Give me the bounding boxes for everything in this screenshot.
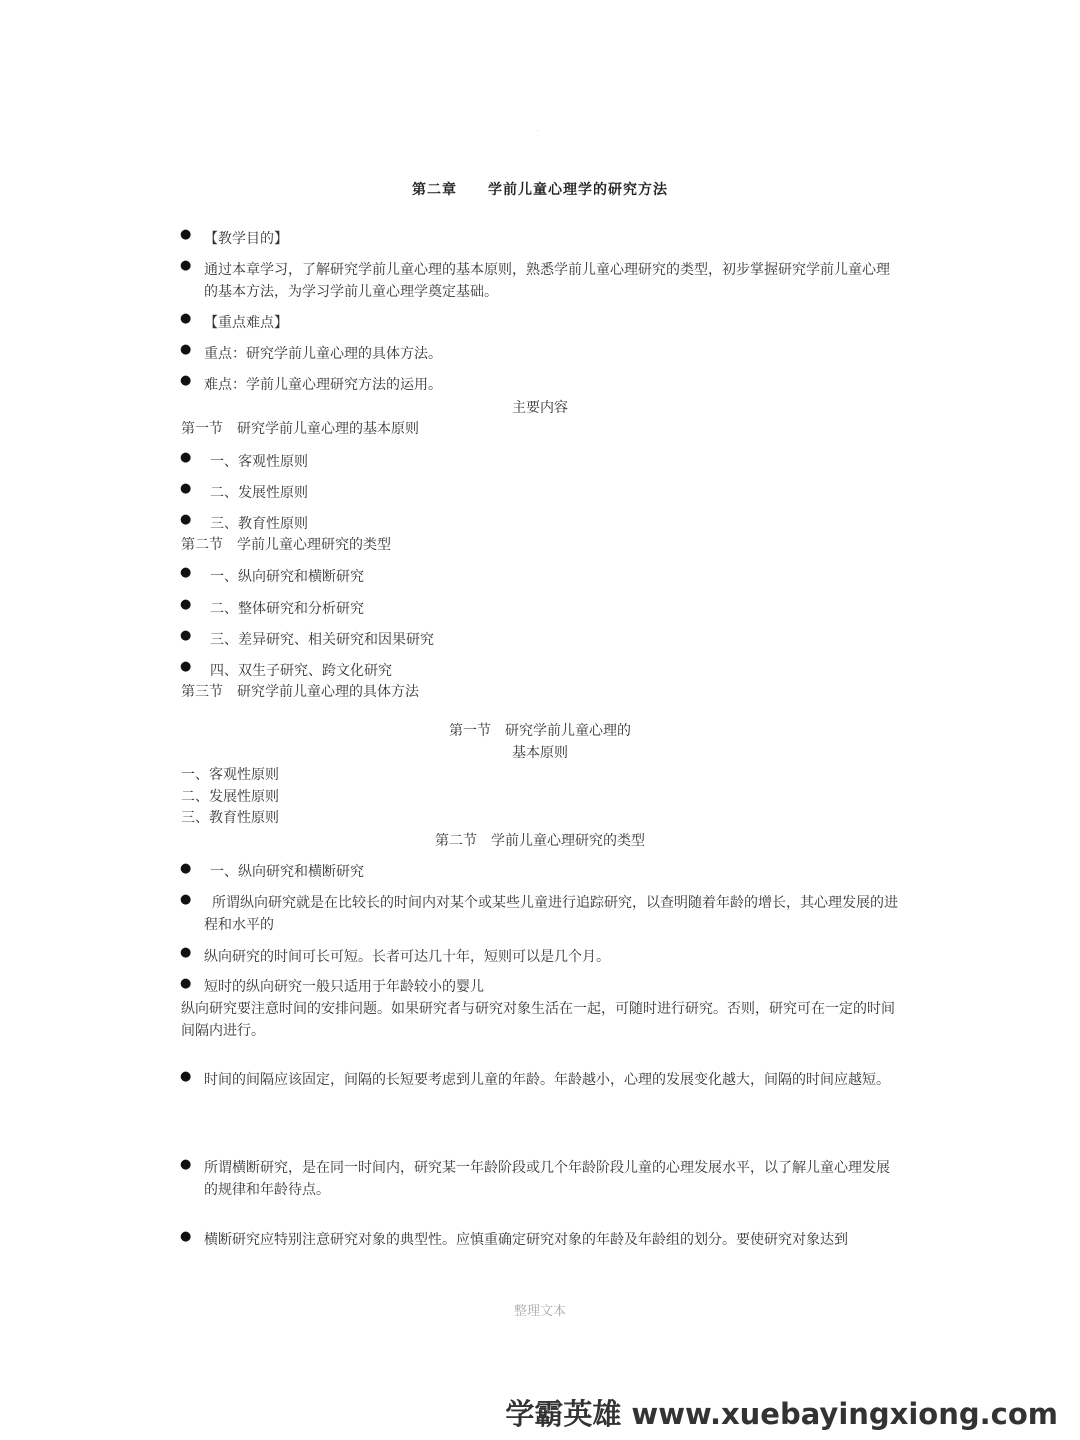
bullet-icon: ●	[180, 1069, 192, 1084]
outline-title: 主要内容	[512, 400, 568, 416]
outline-sec1-item: 三、教育性原则	[210, 516, 308, 532]
bullet-icon: ●	[180, 512, 192, 527]
bullet-icon: ●	[180, 861, 192, 876]
outline-sec2-item: 四、双生子研究、跨文化研究	[210, 663, 392, 679]
paragraph: 横断研究应特别注意研究对象的典型性。应慎重确定研究对象的年龄及年龄组的划分。要使研究对象达到	[204, 1232, 848, 1248]
paragraph: 短时的纵向研究一般只适用于年龄较小的婴儿	[204, 979, 484, 995]
bullet-icon: ●	[180, 628, 192, 643]
chapter-number: 第二章	[412, 182, 457, 198]
bullet-icon: ●	[180, 481, 192, 496]
bullet-icon: ●	[180, 945, 192, 960]
section1-item: 二、发展性原则	[181, 789, 279, 805]
bullet-icon: ●	[180, 373, 192, 388]
section2-item: 一、纵向研究和横断研究	[210, 864, 364, 880]
section1-item: 三、教育性原则	[181, 810, 279, 826]
outline-sec2-title: 第二节 学前儿童心理研究的类型	[181, 537, 391, 553]
bullet-icon: ●	[180, 659, 192, 674]
outline-sec2-item: 二、整体研究和分析研究	[210, 601, 364, 617]
bullet-icon: ●	[180, 342, 192, 357]
bullet-icon: ●	[180, 311, 192, 326]
site-watermark: 学霸英雄 www.xuebayingxiong.com	[505, 1397, 1058, 1431]
paragraph: 纵向研究要注意时间的安排问题。如果研究者与研究对象生活在一起，可随时进行研究。否则，研究可在一定的时间间隔内进行。	[181, 1001, 895, 1039]
outline-sec2-item: 三、差异研究、相关研究和因果研究	[210, 632, 434, 648]
bullet-icon: ●	[180, 565, 192, 580]
difficulty: 难点：学前儿童心理研究方法的运用。	[204, 377, 442, 393]
section1-item: 一、客观性原则	[181, 767, 279, 783]
page-mark: .	[537, 126, 539, 133]
key-heading: 【重点难点】	[204, 315, 288, 331]
bullet-icon: ●	[180, 227, 192, 242]
section2-title: 第二节 学前儿童心理研究的类型	[435, 833, 645, 849]
bullet-icon: ●	[180, 1157, 192, 1172]
bullet-icon: ●	[180, 258, 192, 273]
outline-sec2-item: 一、纵向研究和横断研究	[210, 569, 364, 585]
outline-sec1-item: 二、发展性原则	[210, 485, 308, 501]
chapter-title: 学前儿童心理学的研究方法	[488, 182, 668, 198]
outline-sec1-title: 第一节 研究学前儿童心理的基本原则	[181, 421, 419, 437]
outline-sec1-item: 一、客观性原则	[210, 454, 308, 470]
bullet-icon: ●	[180, 892, 192, 907]
bullet-icon: ●	[180, 597, 192, 612]
paragraph: 时间的间隔应该固定，间隔的长短要考虑到儿童的年龄。年龄越小，心理的发展变化越大，间隔的时间应越短。	[204, 1072, 890, 1088]
bullet-icon: ●	[180, 450, 192, 465]
paragraph: 所谓横断研究，是在同一时间内，研究某一年龄阶段或几个年龄阶段儿童的心理发展水平，以了解儿童心理发展的规律和年龄待点。	[204, 1160, 890, 1198]
page-footer: 整理文本	[513, 1304, 566, 1319]
paragraph: 所谓纵向研究就是在比较长的时间内对某个或某些儿童进行追踪研究，以查明随着年龄的增长，其心理发展的进程和水平的	[204, 895, 898, 933]
bullet-icon: ●	[180, 1229, 192, 1244]
bullet-icon: ●	[180, 976, 192, 991]
paragraph: 纵向研究的时间可长可短。长者可达几十年，短则可以是几个月。	[204, 949, 610, 965]
goal-text: 通过本章学习，了解研究学前儿童心理的基本原则，熟悉学前儿童心理研究的类型，初步掌握研究学前儿童心理的基本方法，为学习学前儿童心理学奠定基础。	[204, 262, 890, 300]
section1-title: 第一节 研究学前儿童心理的	[449, 723, 631, 739]
key-point: 重点：研究学前儿童心理的具体方法。	[204, 346, 442, 362]
goal-heading: 【教学目的】	[204, 231, 288, 247]
section1-title-line2: 基本原则	[512, 745, 568, 761]
outline-sec3-title: 第三节 研究学前儿童心理的具体方法	[181, 684, 419, 700]
